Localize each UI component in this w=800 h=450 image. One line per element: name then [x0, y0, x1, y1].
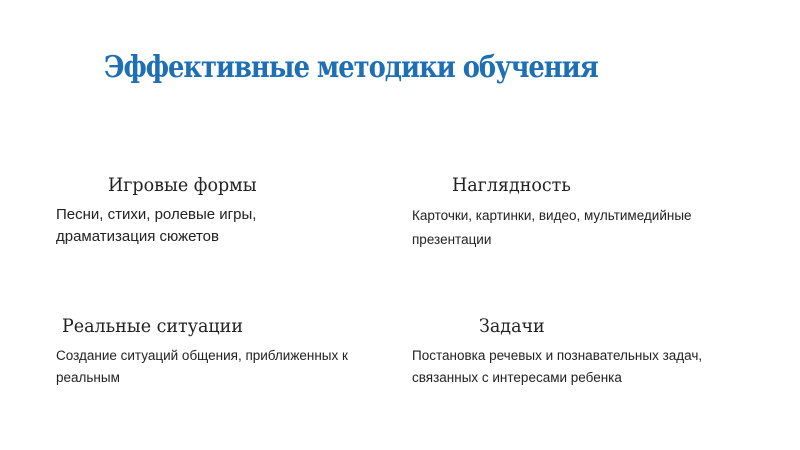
method-description: Песни, стихи, ролевые игры, драматизация сюжетов	[56, 206, 257, 245]
slide-title: Эффективные методики обучения	[104, 50, 598, 85]
method-heading: Игровые формы	[108, 174, 257, 196]
method-heading: Задачи	[479, 315, 545, 337]
method-description: Создание ситуаций общения, приближенных к реальным	[56, 348, 348, 385]
method-description: Карточки, картинки, видео, мультимедийные презентации	[412, 208, 692, 247]
method-description: Постановка речевых и познавательных задач, связанных с интересами ребенка	[412, 348, 703, 385]
method-heading: Наглядность	[452, 174, 571, 196]
method-heading: Реальные ситуации	[62, 315, 243, 337]
